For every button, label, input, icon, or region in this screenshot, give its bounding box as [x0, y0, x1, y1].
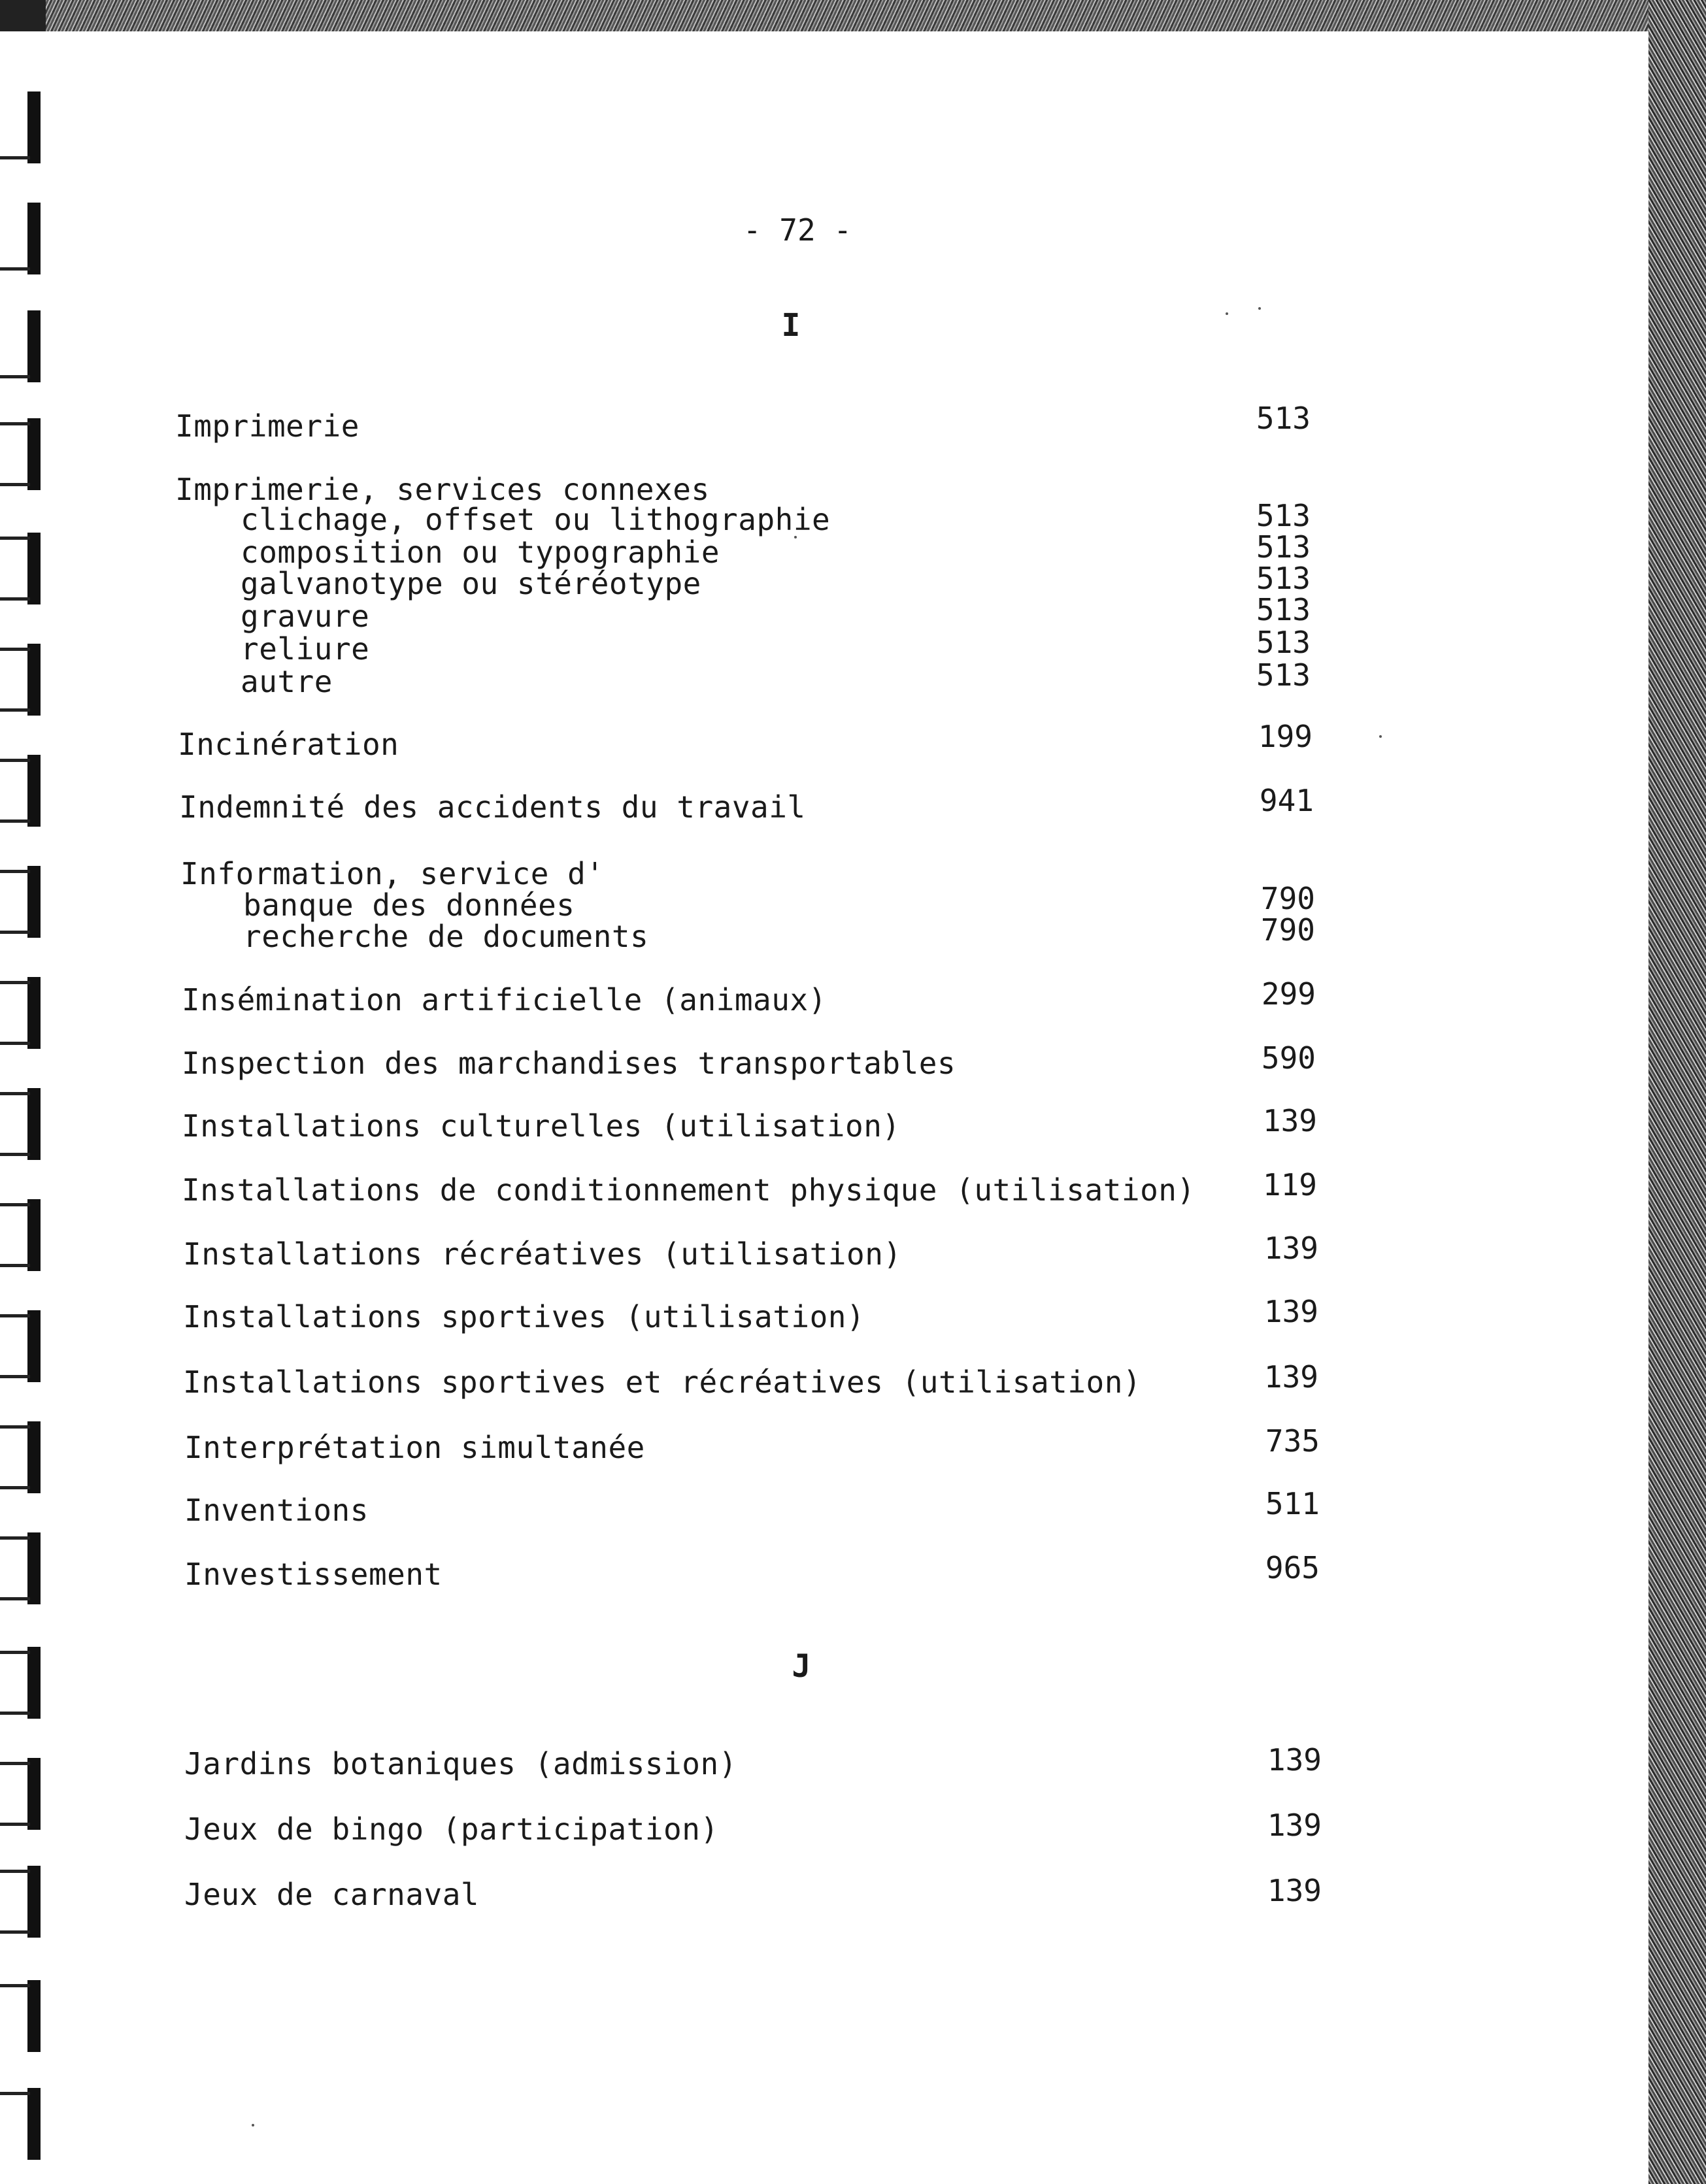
index-entry-term: Installations de conditionnement physique (utilisation) [182, 1172, 1196, 1208]
binder-ring [0, 91, 41, 163]
index-entry-term: Jardins botaniques (admission) [184, 1746, 737, 1781]
scan-speck [1379, 735, 1382, 738]
index-subentry-term: composition ou typographie [241, 535, 720, 570]
binder-ring [0, 1199, 41, 1271]
index-entry-term: Imprimerie, services connexes [175, 472, 710, 507]
index-entry-term: Incinération [178, 727, 399, 762]
index-subentry-term: galvanotype ou stéréotype [241, 566, 701, 601]
scan-border-top [0, 0, 1706, 31]
index-entry-term: Inventions [184, 1493, 369, 1528]
binder-ring [0, 533, 41, 604]
binder-ring [0, 755, 41, 827]
page-number: - 72 - [743, 212, 852, 248]
binder-ring [0, 977, 41, 1049]
index-entry-code: 941 [1259, 783, 1314, 818]
binder-ring [0, 2088, 41, 2160]
section-letter-heading: I [781, 307, 801, 344]
index-entry-code: 590 [1261, 1040, 1316, 1076]
index-entry-code: 139 [1263, 1294, 1318, 1329]
binder-ring [0, 1758, 41, 1830]
binder-ring [0, 1088, 41, 1160]
binder-ring [0, 203, 41, 274]
index-entry-code: 513 [1256, 529, 1311, 565]
index-entry-code: 513 [1256, 401, 1311, 436]
index-subentry-term: reliure [241, 631, 370, 667]
index-entry-term: Inspection des marchandises transportables [182, 1046, 956, 1081]
index-subentry-term: gravure [241, 599, 370, 634]
index-entry-term: Interprétation simultanée [184, 1430, 645, 1465]
index-entry-term: Indemnité des accidents du travail [179, 789, 806, 825]
binder-ring [0, 418, 41, 490]
index-subentry-term: autre [241, 664, 333, 699]
index-entry-code: 790 [1260, 912, 1315, 948]
index-entry-code: 513 [1256, 657, 1311, 693]
section-letter-heading: J [792, 1648, 811, 1685]
index-entry-code: 513 [1256, 498, 1311, 533]
scan-corner [0, 0, 46, 31]
index-entry-code: 139 [1262, 1103, 1317, 1138]
index-entry-code: 139 [1263, 1359, 1318, 1395]
index-entry-code: 139 [1267, 1808, 1322, 1843]
index-entry-code: 735 [1265, 1423, 1320, 1459]
index-entry-code: 119 [1262, 1167, 1317, 1202]
binder-ring [0, 1310, 41, 1382]
index-entry-code: 299 [1261, 976, 1316, 1012]
index-entry-code: 513 [1256, 625, 1311, 660]
index-subentry-term: banque des données [243, 887, 575, 923]
index-entry-term: Installations sportives et récréatives (utilisation) [183, 1365, 1142, 1400]
scan-speck [1226, 312, 1228, 315]
index-entry-code: 199 [1258, 719, 1313, 754]
scan-speck [252, 2124, 254, 2126]
binder-ring [0, 1421, 41, 1493]
binder-ring [0, 1866, 41, 1938]
index-entry-term: Information, service d' [180, 856, 605, 891]
index-subentry-term: clichage, offset ou lithographie [241, 502, 831, 537]
index-entry-code: 513 [1256, 561, 1311, 596]
index-entry-term: Jeux de carnaval [184, 1877, 480, 1912]
index-entry-code: 513 [1256, 592, 1311, 627]
binder-ring [0, 1532, 41, 1604]
scan-speck [1258, 307, 1261, 310]
index-entry-code: 139 [1263, 1231, 1318, 1266]
index-entry-term: Insémination artificielle (animaux) [182, 982, 827, 1018]
index-entry-code: 139 [1267, 1742, 1322, 1778]
binder-ring [0, 866, 41, 938]
index-entry-term: Installations sportives (utilisation) [183, 1299, 865, 1334]
binder-ring [0, 1647, 41, 1719]
scan-border-right [1648, 0, 1706, 2184]
index-entry-term: Jeux de bingo (participation) [184, 1812, 719, 1847]
binder-ring [0, 1980, 41, 2052]
index-entry-code: 139 [1267, 1873, 1322, 1908]
index-entry-term: Installations récréatives (utilisation) [183, 1236, 902, 1272]
index-subentry-term: recherche de documents [243, 919, 649, 954]
binder-ring [0, 644, 41, 716]
index-entry-term: Imprimerie [175, 408, 360, 444]
binder-ring [0, 310, 41, 382]
index-entry-code: 790 [1260, 881, 1315, 916]
index-entry-code: 965 [1265, 1550, 1320, 1585]
index-entry-code: 511 [1265, 1486, 1320, 1521]
index-entry-term: Installations culturelles (utilisation) [182, 1108, 901, 1144]
index-entry-term: Investissement [184, 1557, 443, 1592]
